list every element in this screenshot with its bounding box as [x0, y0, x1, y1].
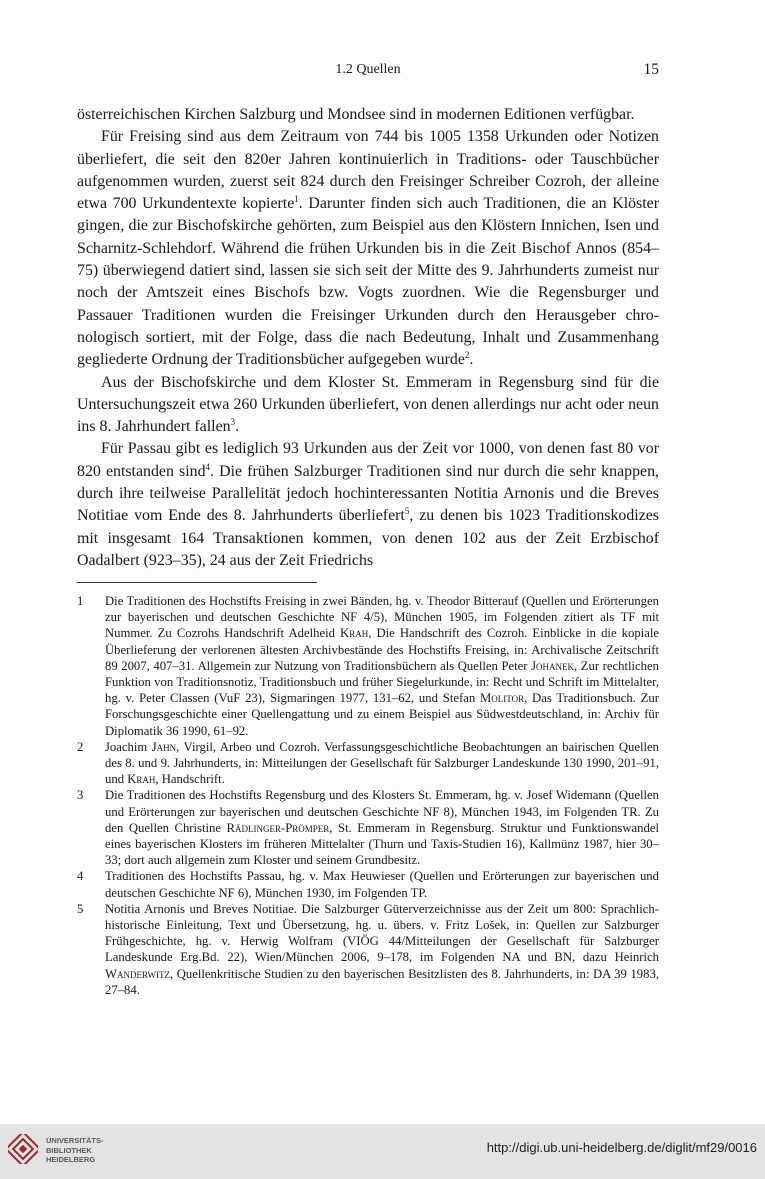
footnote	[77, 868, 659, 900]
paragraph: Für Freising sind aus dem Zeitraum von 744 bis 1005 1358 Urkunden oder Notizen überliefert, die seit den 820er Jahren kontinuierlich in Traditions- oder Tauschbücher aufgenommen wurden, zuerst seit 824 durch den Freisinger Schreiber Cozroh, der alleine etwa 700 Urkundentexte kopierte$^1$. Darunter finden sich auch Traditionen, die an Klöster gingen, die zur Bischofskirche gehörten, zum Beispiel aus den Klöstern Innichen, Isen und Scharnitz-Schlehdorf. Während die frühen Urkunden bis in die Zeit Bischof Annos (854–75) überwiegend datiert sind, lassen sie sich seit der Mitte des 9. Jahrhunderts zumeist nur noch der Amtszeit eines Bischofs bzw. Vogts zuordnen. Wie die Regensburger und Passauer Traditionen wurden die Freisinger Urkunden durch den Herausgeber chronologisch sortiert, mit der Folge, dass die nach Bedeutung, Inhalt und Zusammenhang gegliederte Ordnung der Traditionsbücher aufgegeben wurde$^2$.	[77, 128, 659, 369]
logo-text: UNIVERSITÄTS- BIBLIOTHEK HEIDELBERG	[46, 1136, 104, 1164]
footnote-ref[interactable]: 4	[205, 461, 211, 472]
footnote-number: 2	[77, 739, 84, 754]
footnote	[77, 593, 659, 739]
footnote-text: Joachim Jahn, Virgil, Arbeo und Cozroh. Verfassungsgeschichtliche Beobachtungen an bairischen Quellen des 8. und 9. Jahrhunderts, in: Mitteilungen der Gesellschaft für Salzburger Landeskunde 130 1990, 201–91, und Krah, Handschrift.	[105, 739, 659, 787]
footnote-number: 3	[77, 788, 84, 803]
library-emblem-icon	[8, 1134, 38, 1164]
university-library-logo[interactable]	[8, 1134, 128, 1174]
footnote-text: Traditionen des Hochstifts Passau, hg. v. Max Heuwieser (Quellen und Erörterungen zur bayerischen und deutschen Geschichte NF 6), München 1930, im Folgenden TP.	[105, 869, 659, 900]
footnote-ref[interactable]: 2	[464, 350, 470, 361]
footnote-number: 4	[77, 869, 84, 884]
footnote	[77, 739, 659, 788]
footnote-text: Die Traditionen des Hochstifts Regensburg und des Klosters St. Emmeram, hg. v. Josef Widemann (Quellen und Erörterungen zur bayerischen und deutschen Geschichte NF 8), München 1943, im Folgenden TR. Zu den Quellen Christine Rädlinger-Prömper, St. Emmeram in Regensburg. Struktur und Funktionswandel eines bayerischen Klosters im früheren Mittelalter (Thurn und Taxis-Studien 16), Kallmünz 1987, hier 30–33; dort auch allgemein zum Kloster und seinem Grundbesitz.	[105, 788, 659, 868]
footnote-ref[interactable]: 1	[294, 194, 299, 205]
footnotes	[77, 593, 659, 998]
footnote-ref[interactable]: 5	[404, 506, 410, 517]
running-title: 1.2 Quellen	[335, 62, 401, 77]
running-head	[77, 62, 659, 82]
viewer-footer	[0, 1124, 765, 1179]
paragraph: Für Passau gibt es lediglich 93 Urkunden aus der Zeit vor 1000, von denen fast 80 vor 820 entstanden sind$^4$. Die frühen Salzburger Traditionen sind nur durch die sehr knappen, durch ihre teilweise Parallelität jedoch hochinteressanten Notitia Arnonis und die Breves Notitiae vom Ende des 8. Jahrhunderts überliefert$^5$, zu denen bis 1023 Traditionskodizes mit insgesamt 164 Transaktionen kommen, von denen 102 aus der Zeit Erzbischof Oadalbert (923–35), 24 aus der Zeit Friedrichs	[77, 440, 659, 569]
body-text	[77, 104, 659, 572]
footnote-text: Notitia Arnonis und Breves Notitiae. Die Salzburger Güterverzeichnisse aus der Zeit um 800: Sprachlich-historische Einleitung, Text und Übersetzung, hg. u. übers. v. Fritz Lošek, in: Quellen zur Salzburger Frühgeschichte, hg. v. Herwig Wolfram (VIÖG 44/Mitteilungen der Gesellschaft für Salzburger Landeskunde Erg.Bd. 22), Wien/München 2006, 9–178, im Folgenden NA und BN, dazu Heinrich Wanderwitz, Quellenkritische Studien zu den bayerischen Besitzlisten des 8. Jahrhunderts, in: DA 39 1983, 27–84.	[105, 901, 659, 997]
footnote-ref[interactable]: 3	[230, 417, 236, 428]
paragraph: Aus der Bischofskirche und dem Kloster St. Emmeram in Regensburg sind für die Untersuchungszeit etwa 260 Urkunden überliefert, von denen allerdings nur acht oder neun ins 8. Jahrhundert fallen$^3$.	[77, 373, 659, 436]
paragraph: österreichischen Kirchen Salzburg und Mondsee sind in modernen Editionen verfügbar.	[77, 106, 635, 123]
footnote	[77, 901, 659, 998]
page-number: 15	[643, 61, 659, 78]
footnote-divider	[77, 582, 317, 583]
footnote-text: Die Traditionen des Hochstifts Freising in zwei Bänden, hg. v. Theodor Bitterauf (Quellen und Erörterungen zur bayerischen und deutschen Geschichte NF 4/5), München 1905, im Folgenden zitiert als TF mit Nummer. Zu Cozrohs Handschrift Adelheid Krah, Die Handschrift des Cozroh. Einblicke in die kopiale Überlieferung der verlorenen ältesten Archivbestände des Hochstifts Freising, in: Archivalische Zeitschrift 89 2007, 407–31. Allgemein zur Nutzung von Traditionsbüchern als Quellen Peter Johanek, Zur rechtlichen Funktion von Traditionsnotiz, Traditionsbuch und früher Siegelurkunde, in: Recht und Schrift im Mittelalter, hg. v. Peter Classen (VuF 23), Sigmaringen 1977, 131–62, und Stefan Molitor, Das Traditionsbuch. Zur Forschungsgeschichte einer Quellengattung und zu einem Beispiel aus Südwestdeutschland, in: Archiv für Diplomatik 36 1990, 61–92.	[105, 594, 659, 738]
source-url[interactable]: http://digi.ub.uni-heidelberg.de/diglit/mf29/0016	[486, 1140, 757, 1155]
footnote	[77, 787, 659, 868]
footnote-number: 1	[77, 594, 84, 608]
footnote-number: 5	[77, 901, 84, 916]
